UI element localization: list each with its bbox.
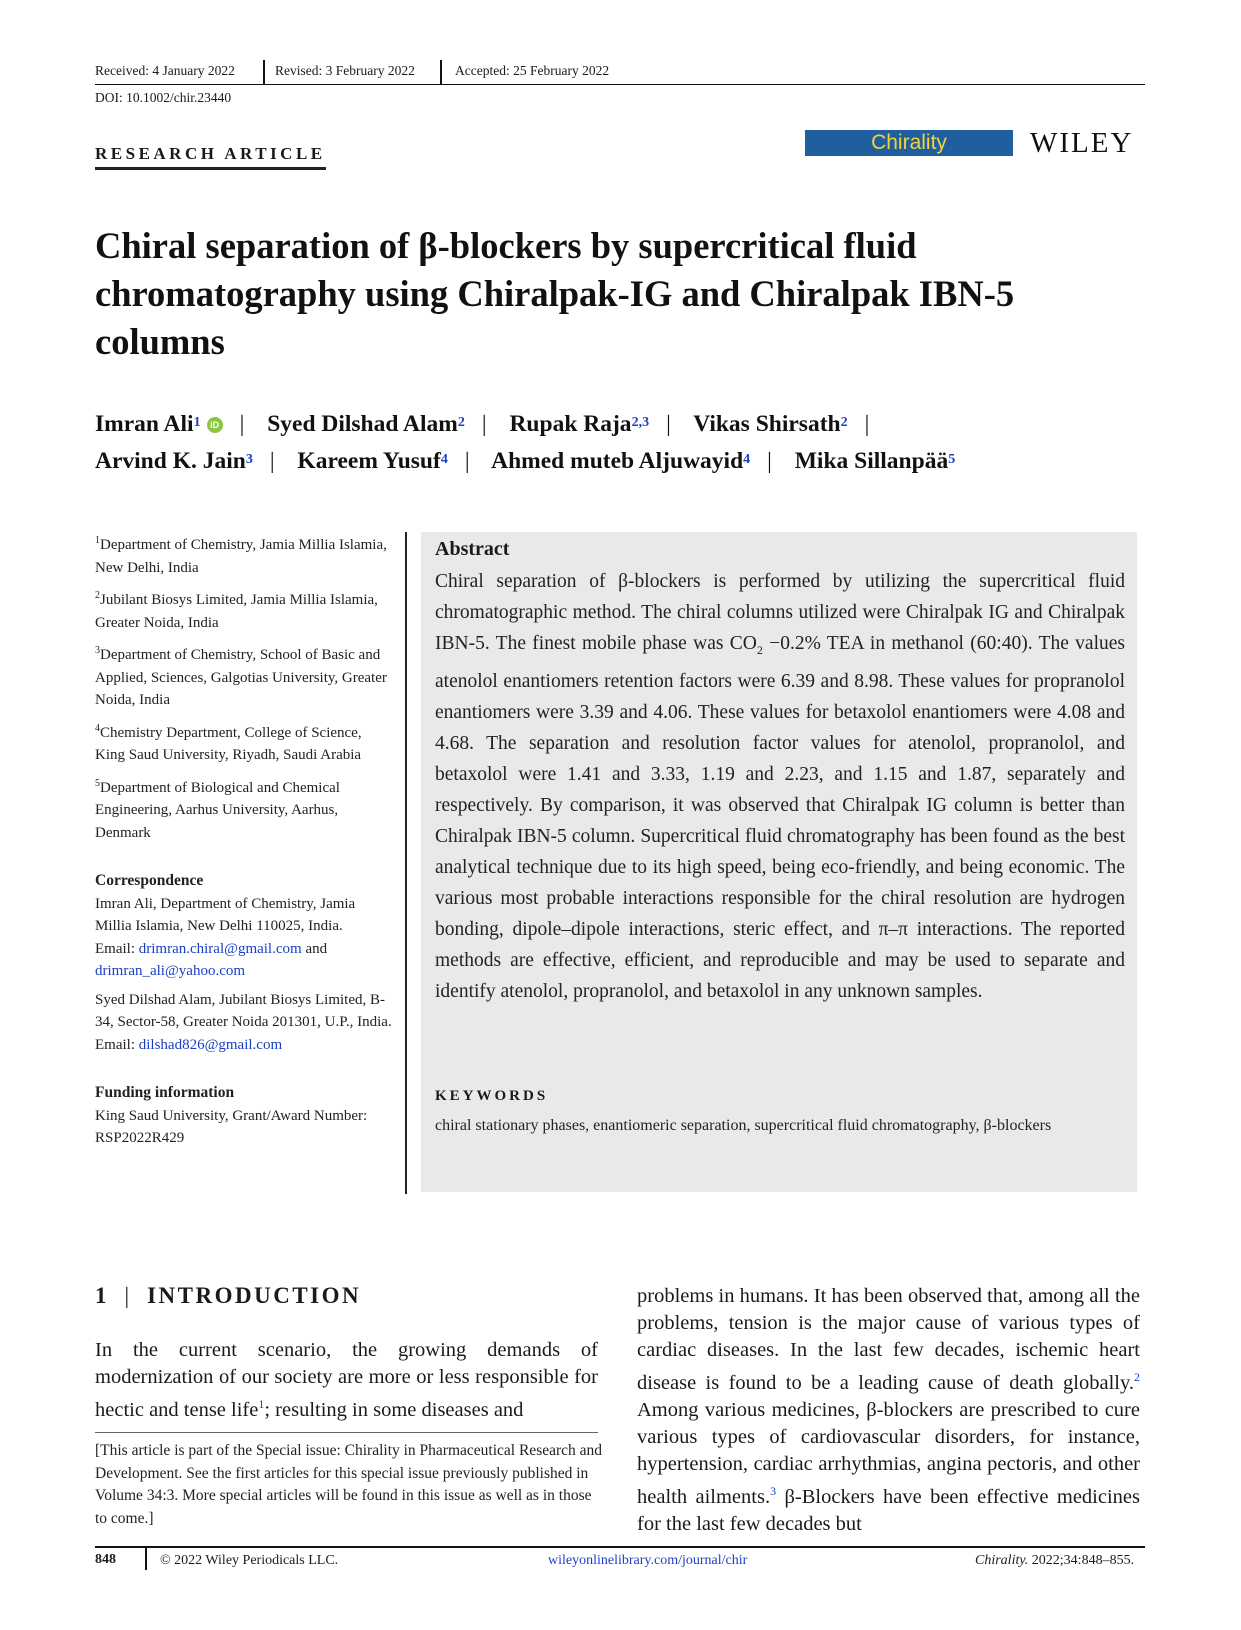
author: Vikas Shirsath$^2$ xyxy=(693,411,848,437)
correspondence-heading: Correspondence xyxy=(95,872,204,889)
affiliation: $^1$Department of Chemistry, Jamia Millia Islamia, New Delhi, India xyxy=(95,535,387,576)
author: Kareem Yusuf$^4$ xyxy=(297,448,448,474)
orcid-icon[interactable]: iD xyxy=(207,417,223,433)
affiliation: $^5$Department of Biological and Chemical Engineering, Aarhus University, Aarhus, Denmark xyxy=(95,777,340,841)
doi: DOI: 10.1002/chir.23440 xyxy=(95,90,232,105)
affiliation: $^4$Chemistry Department, College of Science, King Saud University, Riyadh, Saudi Arabia xyxy=(95,722,362,763)
publisher-logo: WILEY xyxy=(1030,127,1134,159)
dates-bar xyxy=(95,60,1145,85)
affiliations-column xyxy=(95,530,395,1150)
affiliation: $^2$Jubilant Biosys Limited, Jamia Millia Islamia, Greater Noida, India xyxy=(95,590,378,631)
received-date: Received: 4 January 2022 xyxy=(95,63,235,78)
email-link[interactable]: drimran.chiral@gmail.com xyxy=(138,940,302,957)
intro-paragraph: In the current scenario, the growing demands of modernization of our society are more or less responsible for hectic and tense life$^1$; resulting in some diseases and xyxy=(95,1339,598,1421)
citation-link[interactable]: 1 xyxy=(258,1397,265,1411)
date-separator xyxy=(263,60,265,84)
funding-text: King Saud University, Grant/Award Number: RSP2022R429 xyxy=(95,1107,368,1146)
footnote: [This article is part of the Special issue: Chirality in Pharmaceutical Research and Development. See the first articles for this special issue previously published in Volume 34:3. More special articles will be found in this issue as well as in those to come.] xyxy=(95,1442,603,1527)
author: Syed Dilshad Alam$^2$ xyxy=(267,411,465,437)
footer-rule xyxy=(95,1546,1145,1548)
correspondence-text: Syed Dilshad Alam, Jubilant Biosys Limited, B-34, Sector-58, Greater Noida 201301, U.P., India. xyxy=(95,991,392,1030)
journal-url[interactable]: wileyonlinelibrary.com/journal/chir xyxy=(548,1553,748,1568)
citation-link[interactable]: 2 xyxy=(1134,1370,1140,1384)
citation: Chirality. 2022;34:848–855. xyxy=(975,1553,1135,1568)
column-divider xyxy=(405,532,407,1194)
accepted-date: Accepted: 25 February 2022 xyxy=(455,63,610,78)
correspondence-text: Imran Ali, Department of Chemistry, Jamia Millia Islamia, New Delhi 110025, India. xyxy=(95,895,356,934)
correspondence-email: Email: dilshad826@gmail.com xyxy=(95,1036,283,1053)
abstract-text: Chiral separation of β-blockers is performed by utilizing the supercritical fluid chromatographic method. The chiral columns utilized were Chiralpak IG and Chiralpak IBN-5. The finest mobile phase was $CO_2 -0.2\%$ TEA in methanol (60:40). The values atenolol enantiomers retention factors were 6.39 and 8.98. These values for propranolol enantiomers were 3.39 and 4.06. These values for betaxolol enantiomers were 4.08 and 4.68. The separation and resolution factor values for atenolol, propranolol, and betaxolol were 1.41 and 3.33, 1.19 and 2.23, and 1.15 and 1.87, separately and respectively. By comparison, it was observed that Chiralpak IG column is better than Chiralpak IBN-5 column. Supercritical fluid chromatography has been found as the best analytical technique due to its high speed, being eco-friendly, and being economic. The various most probable interactions responsible for the chiral resolution are hydrogen bonding, dipole–dipole interactions, steric effect, and π–π interactions. The reported methods are effective, efficient, and reproducible and may be used to separate and identify atenolol, propranolol, and betaxolol in any unknown samples. xyxy=(435,571,1125,1002)
keywords-heading: KEYWORDS xyxy=(435,1088,549,1104)
author: Rupak Raja$^{2,3}$ xyxy=(509,411,650,437)
author: Mika Sillanpää$^5$ xyxy=(794,448,956,474)
abstract-heading: Abstract xyxy=(435,538,510,560)
page-number: 848 xyxy=(95,1552,116,1567)
author: Imran Ali$^1$ xyxy=(95,411,201,437)
keywords-text: chiral stationary phases, enantiomeric separation, supercritical fluid chromatography, β-blockers xyxy=(435,1117,1052,1134)
author: Arvind K. Jain$^3$ xyxy=(95,448,253,474)
citation-link[interactable]: 3 xyxy=(770,1483,777,1498)
copyright: © 2022 Wiley Periodicals LLC. xyxy=(160,1553,339,1568)
email-link[interactable]: drimran_ali@yahoo.com xyxy=(95,963,246,979)
affiliation: $^3$Department of Chemistry, School of Basic and Applied, Sciences, Galgotias University, Greater Noida, India xyxy=(95,645,387,708)
revised-date: Revised: 3 February 2022 xyxy=(275,63,415,78)
funding-heading: Funding information xyxy=(95,1084,235,1101)
author: Ahmed muteb Aljuwayid$^4$ xyxy=(491,448,751,474)
paper-title: Chiral separation of β-blockers by supercritical fluid chromatography using Chiralpak-IG and Chiralpak IBN-5 columns xyxy=(95,225,1015,362)
intro-paragraph: problems in humans. It has been observed that, among all the problems, tension is the major cause of various types of cardiac diseases. In the last few decades, ischemic heart disease is found to be a leading cause of death globally.$^2$ Among various medicines, β-blockers are prescribed to cure various types of cardiovascular disorders, for instance, hypertension, cardiac arrhythmias, angina pectoris, and other health ailments.$^3$ β-Blockers have been effective medicines for the last few decades but xyxy=(637,1285,1140,1535)
footer-separator xyxy=(145,1548,147,1570)
author-list: Imran Ali$^1$ iD | Syed Dilshad Alam$^2$ | Rupak Raja$^{2,3}$ | Vikas Shirsath$^2$ | Arvind K. Jain$^3$ | Kareem Yusuf$^4$ | Ahmed muteb Aljuwayid$^4$ | Mika Sillanpää$^5$ xyxy=(95,411,956,474)
article-type: RESEARCH ARTICLE xyxy=(95,144,326,170)
section-heading: 1 | INTRODUCTION xyxy=(95,1283,362,1308)
email-link[interactable]: dilshad826@gmail.com xyxy=(138,1036,283,1053)
footnote-rule xyxy=(95,1432,598,1433)
correspondence-email: Email: drimran.chiral@gmail.com and drimran_ali@yahoo.com xyxy=(95,940,328,979)
journal-logo: Chirality xyxy=(805,130,1013,156)
date-separator xyxy=(440,60,442,84)
